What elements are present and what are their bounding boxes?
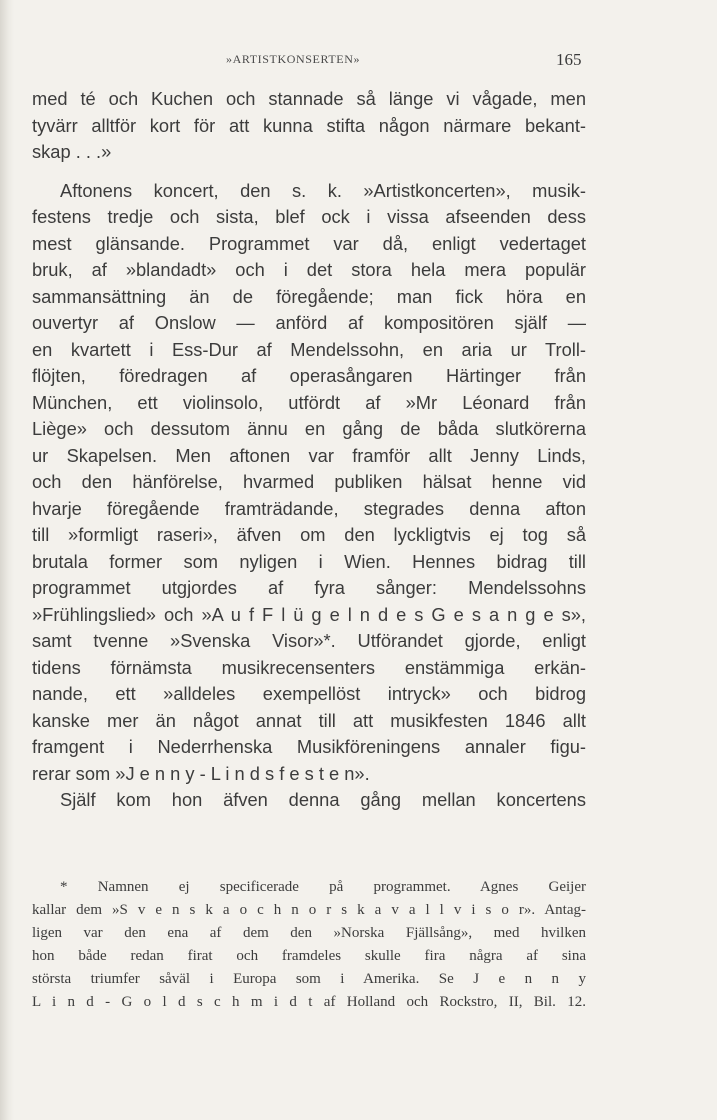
body-line: nande, ett »alldeles exempellöst intryck» och bidrog	[32, 683, 586, 704]
body-line: hvarje föregående framträdande, stegrades denna afton	[32, 497, 586, 519]
body-line: och den hänförelse, hvarmed publiken hälsat henne vid	[32, 471, 586, 492]
running-head	[0, 50, 717, 70]
body-line: Aftonens koncert, den s. k. »Artistkoncerten», musik-	[60, 179, 586, 201]
body-line: festens tredje och sista, blef ock i vissa afseenden dess	[32, 206, 586, 227]
body-line: brutala former som nyligen i Wien. Hennes bidrag till	[32, 550, 586, 572]
body-line: München, ett violinsolo, utfördt af »Mr Léonard från	[32, 391, 586, 413]
body-line: med té och Kuchen och stannade så länge vi vågade, men	[32, 88, 586, 109]
body-line: tidens förnämsta musikrecensenters enstämmiga erkän-	[32, 656, 586, 678]
body-line: »Frühlingslied» och »A u f F l ü g e l n d e s G e s a n g e s»,	[32, 603, 586, 625]
footnote-line: ligen var den ena af dem den »Norska Fjällsång», med hvilken	[32, 925, 586, 941]
body-line: programmet utgjordes af fyra sånger: Mendelssohns	[32, 577, 586, 598]
body-line: mest glänsande. Programmet var då, enligt vedertaget	[32, 232, 586, 254]
page-gutter-shadow	[0, 0, 14, 1120]
body-line: ouvertyr af Onslow — anförd af kompositören själf —	[32, 312, 586, 333]
body-line: ur Skapelsen. Men aftonen var framför allt Jenny Linds,	[32, 444, 586, 466]
footnote-line: största triumfer såväl i Europa som i Amerika. Se J e n n y	[32, 971, 586, 987]
body-line: en kvartett i Ess-Dur af Mendelssohn, en aria ur Troll-	[32, 338, 586, 360]
footnote	[32, 876, 586, 1014]
body-line: skap . . .»	[32, 141, 112, 162]
paragraph-gap	[32, 166, 586, 178]
page-number: 165	[556, 50, 582, 69]
running-title: »ARTISTKONSERTEN»	[226, 52, 361, 66]
body-line: till »formligt raseri», äfven om den lyckligtvis ej tog så	[32, 524, 586, 545]
body-line: framgent i Nederrhenska Musikföreningens annaler figu-	[32, 736, 586, 757]
body-line: tyvärr alltför kort för att kunna stifta någon närmare bekant-	[32, 114, 586, 136]
body-line: samt tvenne »Svenska Visor»*. Utförandet gjorde, enligt	[32, 630, 586, 651]
body-text	[32, 86, 586, 814]
footnote-line: * Namnen ej specificerade på programmet. Agnes Geijer	[60, 879, 586, 895]
footnote-line: L i n d - G o l d s c h m i d t af Holland och Rockstro, II, Bil. 12.	[32, 994, 586, 1010]
body-line: rerar som »J e n n y - L i n d s f e s t e n».	[32, 762, 370, 784]
body-line: bruk, af »blandadt» och i det stora hela mera populär	[32, 259, 586, 280]
body-line: kanske mer än något annat till att musikfesten 1846 allt	[32, 709, 586, 731]
footnote-line: hon både redan firat och framdeles skulle fira några af sina	[32, 948, 586, 964]
body-line: flöjten, föredragen af operasångaren Härtinger från	[32, 365, 586, 386]
body-line: Själf kom hon äfven denna gång mellan koncertens	[60, 789, 586, 810]
body-line: sammansättning än de föregående; man fick höra en	[32, 285, 586, 307]
body-line: Liège» och dessutom ännu en gång de båda slutkörerna	[32, 418, 586, 439]
footnote-line: kallar dem »S v e n s k a o c h n o r s k a v a l l v i s o r». Antag-	[32, 902, 586, 918]
